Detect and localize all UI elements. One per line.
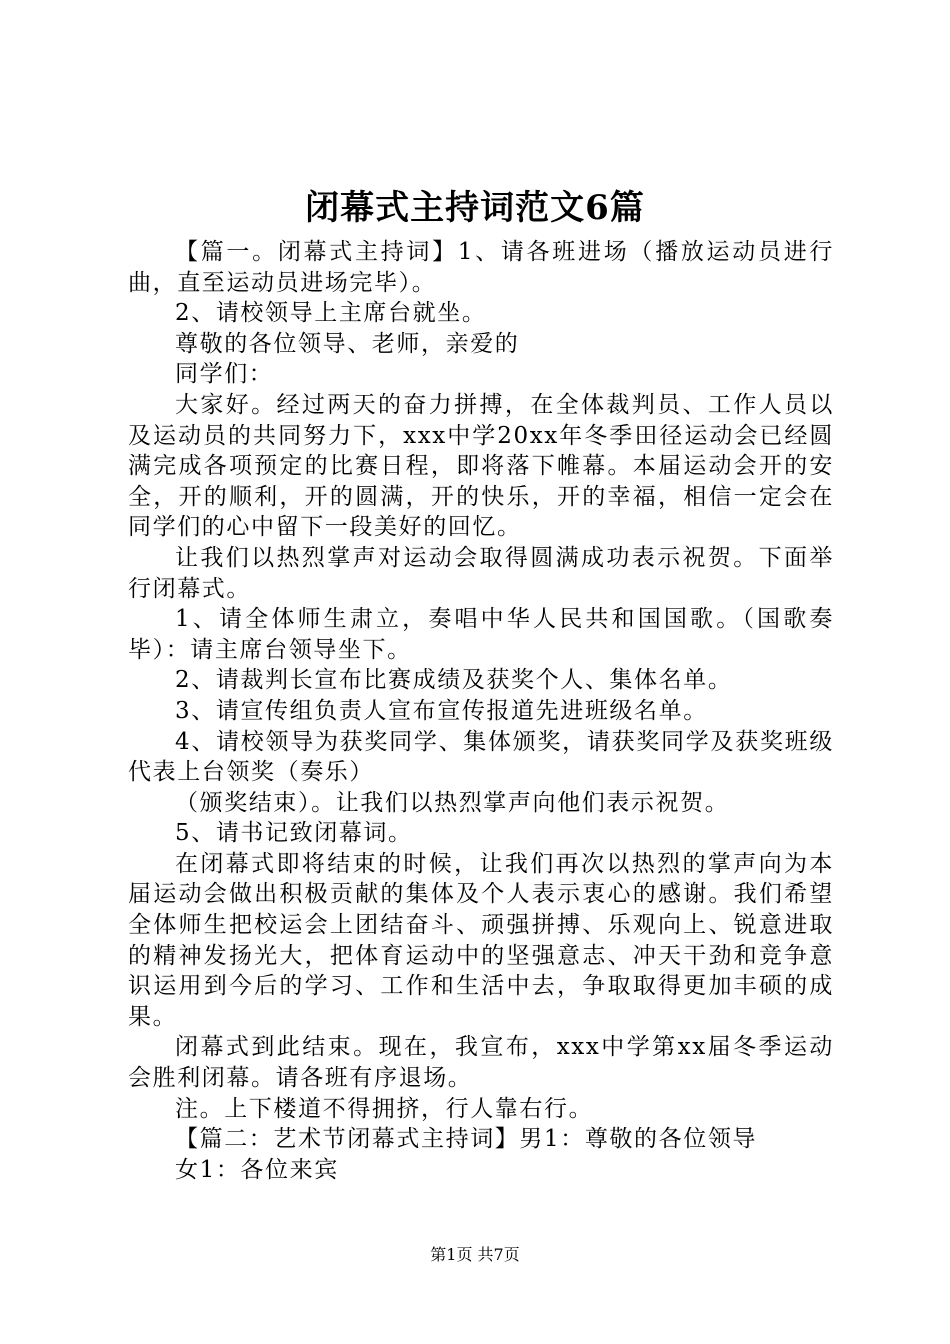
document-body bbox=[128, 237, 834, 1185]
paragraph: 让我们以热烈掌声对运动会取得圆满成功表示祝贺。下面举行闭幕式。 bbox=[128, 544, 834, 602]
paragraph: 同学们： bbox=[175, 361, 274, 388]
paragraph: 大家好。经过两天的奋力拼搏，在全体裁判员、工作人员以及运动员的共同努力下，xxx中学20xx年冬季田径运动会已经圆满完成各项预定的比赛日程，即将落下帷幕。本届运动会开的安全，开的顺利，开的圆满，开的快乐，开的幸福，相信一定会在同学们的心中留下一段美好的回忆。 bbox=[128, 391, 834, 541]
paragraph: 【篇二：艺术节闭幕式主持词】男1：尊敬的各位领导 bbox=[175, 1126, 758, 1153]
paragraph: 【篇一。闭幕式主持词】1、请各班进场（播放运动员进行曲，直至运动员进场完毕）。 bbox=[128, 239, 834, 296]
paragraph: 2、请校领导上主席台就坐。 bbox=[175, 300, 487, 327]
paragraph: 2、请裁判长宣布比赛成绩及获奖个人、集体名单。 bbox=[175, 667, 733, 694]
paragraph: 闭幕式到此结束。现在，我宣布，xxx中学第xx届冬季运动会胜利闭幕。请各班有序退场。 bbox=[128, 1034, 834, 1092]
page-footer: 第1页 共7页 bbox=[430, 1245, 520, 1264]
paragraph: 1、请全体师生肃立，奏唱中华人民共和国国歌。（国歌奏毕）：请主席台领导坐下。 bbox=[128, 606, 834, 663]
paragraph: 女1：各位来宾 bbox=[175, 1156, 339, 1183]
paragraph: 4、请校领导为获奖同学、集体颁奖，请获奖同学及获奖班级代表上台领奖（奏乐） bbox=[128, 728, 834, 786]
paragraph: 注。上下楼道不得拥挤，行人靠右行。 bbox=[175, 1095, 594, 1122]
paragraph: 在闭幕式即将结束的时候，让我们再次以热烈的掌声向为本届运动会做出积极贡献的集体及个人表示衷心的感谢。我们希望全体师生把校运会上团结奋斗、顽强拼搏、乐观向上、锐意进取的精神发扬光大，把体育运动中的坚强意志、冲天干劲和竞争意识运用到今后的学习、工作和生活中去，争取取得更加丰硕的成果。 bbox=[128, 850, 834, 1030]
paragraph: 尊敬的各位领导、老师，亲爱的 bbox=[175, 330, 520, 357]
paragraph: 5、请书记致闭幕词。 bbox=[175, 820, 413, 847]
paragraph: 3、请宣传组负责人宣布宣传报道先进班级名单。 bbox=[175, 697, 708, 724]
paragraph: （颁奖结束）。让我们以热烈掌声向他们表示祝贺。 bbox=[175, 789, 730, 816]
document-title: 闭幕式主持词范文6篇 bbox=[305, 188, 645, 228]
